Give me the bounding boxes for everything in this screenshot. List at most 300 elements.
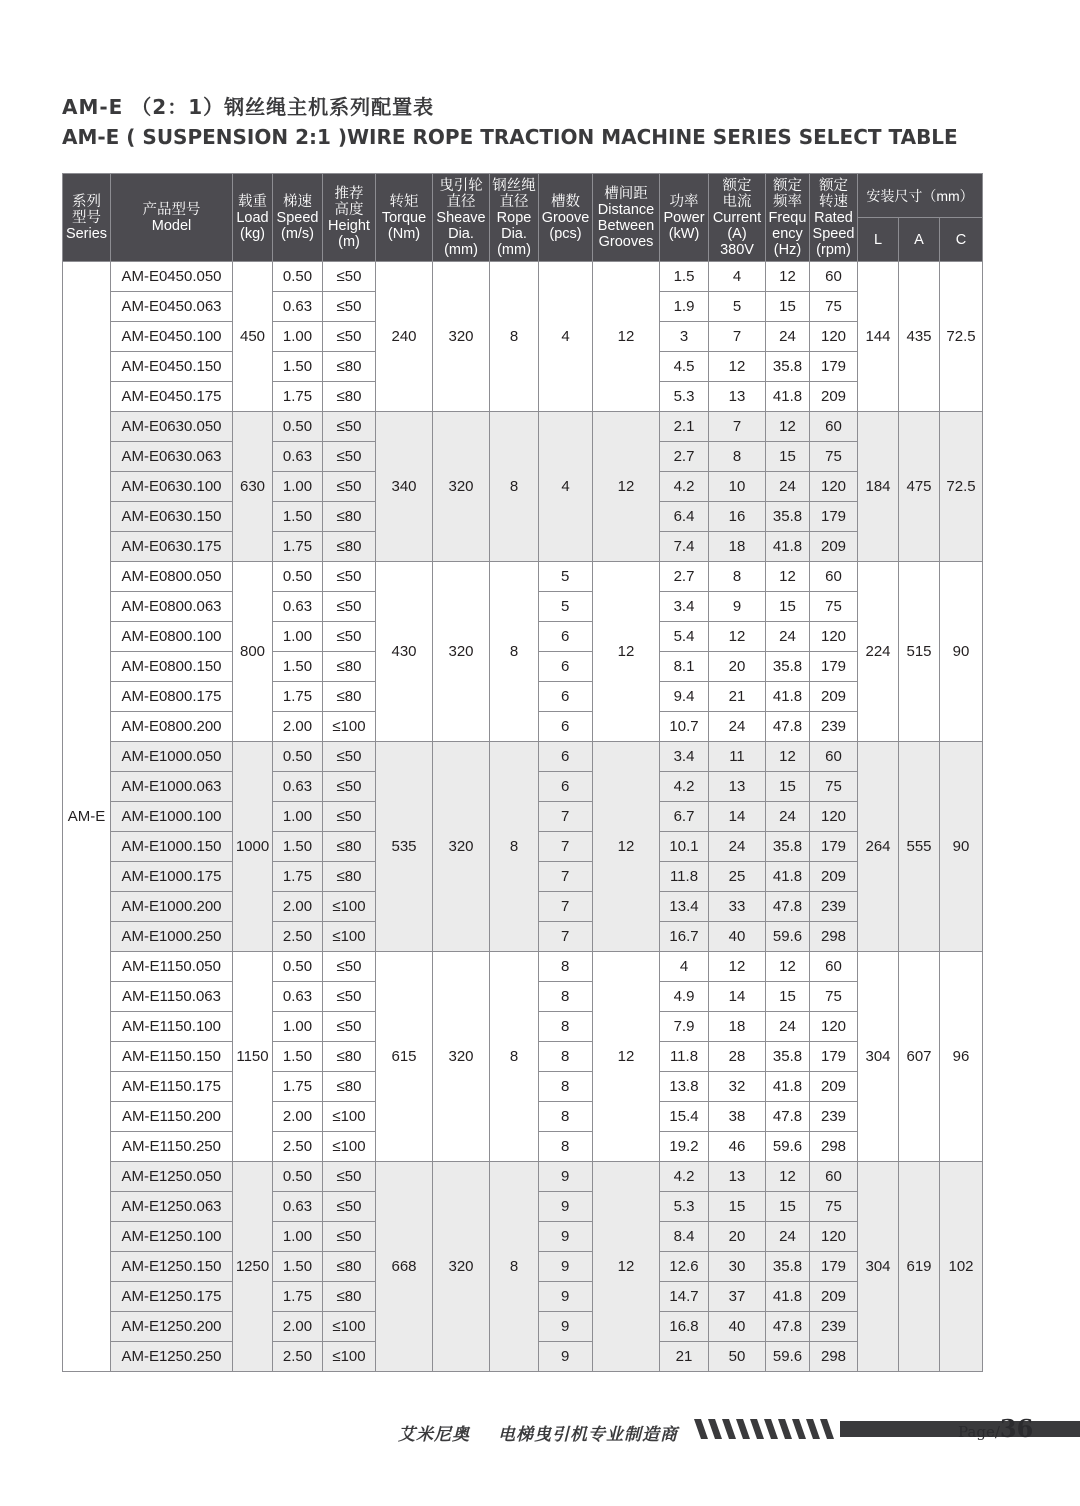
rated-speed-cell: 209 [810, 1072, 858, 1102]
model-cell: AM-E1000.100 [111, 802, 233, 832]
rated-speed-cell: 239 [810, 1312, 858, 1342]
current-cell: 14 [709, 802, 766, 832]
page-footer [0, 1412, 1080, 1448]
install-c-cell: 72.5 [940, 412, 983, 562]
model-cell: AM-E1250.175 [111, 1282, 233, 1312]
current-cell: 24 [709, 832, 766, 862]
series-cell: AM-E [63, 262, 111, 1372]
table-row [63, 952, 983, 982]
power-cell: 12.6 [660, 1252, 709, 1282]
groove-cell: 6 [539, 742, 593, 772]
table-body [63, 262, 983, 1372]
model-cell: AM-E1150.063 [111, 982, 233, 1012]
current-cell: 4 [709, 262, 766, 292]
rated-speed-cell: 298 [810, 1132, 858, 1162]
model-cell: AM-E1150.050 [111, 952, 233, 982]
rated-speed-cell: 120 [810, 1012, 858, 1042]
height-cell: ≤80 [323, 682, 376, 712]
rated-speed-cell: 179 [810, 1042, 858, 1072]
height-cell: ≤50 [323, 442, 376, 472]
frequency-cell: 59.6 [766, 1132, 810, 1162]
power-cell: 13.4 [660, 892, 709, 922]
current-cell: 40 [709, 922, 766, 952]
rated-speed-cell: 209 [810, 1282, 858, 1312]
install-c-cell: 90 [940, 562, 983, 742]
load-cell: 1250 [233, 1162, 273, 1372]
speed-cell: 1.00 [273, 622, 323, 652]
header-line: 转矩 [389, 193, 419, 210]
header-height [323, 174, 376, 262]
install-a-cell: 555 [899, 742, 940, 952]
height-cell: ≤80 [323, 1282, 376, 1312]
header-line: Sheave [436, 209, 486, 226]
current-cell: 11 [709, 742, 766, 772]
header-line: (mm) [497, 241, 531, 258]
groove-cell: 8 [539, 1132, 593, 1162]
current-cell: 7 [709, 412, 766, 442]
header-line: Load [236, 209, 269, 226]
current-cell: 38 [709, 1102, 766, 1132]
frequency-cell: 15 [766, 292, 810, 322]
header-line: 额定 [773, 177, 802, 194]
current-cell: 25 [709, 862, 766, 892]
rated-speed-cell: 120 [810, 802, 858, 832]
header-line: (kW) [668, 225, 700, 242]
frequency-cell: 35.8 [766, 652, 810, 682]
frequency-cell: 35.8 [766, 1252, 810, 1282]
current-cell: 32 [709, 1072, 766, 1102]
frequency-cell: 35.8 [766, 502, 810, 532]
stripe [736, 1419, 750, 1439]
rated-speed-cell: 209 [810, 862, 858, 892]
frequency-cell: 15 [766, 772, 810, 802]
speed-cell: 2.50 [273, 922, 323, 952]
header-line: Current [712, 209, 762, 226]
speed-cell: 0.63 [273, 1192, 323, 1222]
speed-cell: 0.63 [273, 442, 323, 472]
speed-cell: 0.63 [273, 772, 323, 802]
header-line: 380V [720, 241, 754, 258]
model-cell: AM-E0800.175 [111, 682, 233, 712]
power-cell: 1.9 [660, 292, 709, 322]
model-cell: AM-E0630.100 [111, 472, 233, 502]
groove-cell: 8 [539, 1102, 593, 1132]
page-title-cn: AM-E （2：1）钢丝绳主机系列配置表 [62, 95, 435, 119]
rated-speed-cell: 120 [810, 1222, 858, 1252]
header-line: 额定 [819, 177, 848, 194]
frequency-cell: 12 [766, 562, 810, 592]
speed-cell: 0.50 [273, 742, 323, 772]
header-groove [539, 174, 593, 262]
power-cell: 2.7 [660, 442, 709, 472]
header-line: Model [151, 217, 192, 234]
header-torque [376, 174, 433, 262]
speed-cell: 1.75 [273, 382, 323, 412]
power-cell: 13.8 [660, 1072, 709, 1102]
groove-cell: 6 [539, 652, 593, 682]
header-line: 推荐 [334, 185, 364, 202]
rated-speed-cell: 179 [810, 652, 858, 682]
model-cell: AM-E1150.200 [111, 1102, 233, 1132]
current-cell: 46 [709, 1132, 766, 1162]
frequency-cell: 24 [766, 472, 810, 502]
power-cell: 14.7 [660, 1282, 709, 1312]
header-line: 载重 [238, 193, 267, 210]
rope-cell: 8 [490, 1162, 539, 1372]
distance-cell: 12 [593, 562, 660, 742]
power-cell: 16.8 [660, 1312, 709, 1342]
model-cell: AM-E0450.063 [111, 292, 233, 322]
speed-cell: 1.50 [273, 352, 323, 382]
groove-cell: 7 [539, 802, 593, 832]
speed-cell: 0.63 [273, 982, 323, 1012]
power-cell: 4 [660, 952, 709, 982]
header-speed [273, 174, 323, 262]
header-install: 安装尺寸（mm） [858, 174, 983, 218]
header-line: Rated [814, 209, 853, 226]
current-cell: 24 [709, 712, 766, 742]
groove-cell: 6 [539, 622, 593, 652]
stripe [694, 1419, 708, 1439]
speed-cell: 2.50 [273, 1132, 323, 1162]
rope-cell: 8 [490, 742, 539, 952]
model-cell: AM-E0800.150 [111, 652, 233, 682]
distance-cell: 12 [593, 952, 660, 1162]
rated-speed-cell: 209 [810, 682, 858, 712]
header-install-c: C [940, 218, 983, 262]
current-cell: 7 [709, 322, 766, 352]
height-cell: ≤80 [323, 502, 376, 532]
speed-cell: 1.75 [273, 1282, 323, 1312]
model-cell: AM-E1250.150 [111, 1252, 233, 1282]
current-cell: 15 [709, 1192, 766, 1222]
header-line: 钢丝绳 [492, 177, 536, 194]
header-line: (m) [338, 233, 360, 250]
header-rated-speed [810, 174, 858, 262]
current-cell: 10 [709, 472, 766, 502]
power-cell: 6.4 [660, 502, 709, 532]
rated-speed-cell: 120 [810, 622, 858, 652]
groove-cell: 9 [539, 1252, 593, 1282]
load-cell: 630 [233, 412, 273, 562]
page-number [958, 1414, 1033, 1443]
groove-cell: 8 [539, 952, 593, 982]
page-prefix: Page/ [958, 1423, 1000, 1441]
speed-cell: 1.50 [273, 1042, 323, 1072]
frequency-cell: 12 [766, 742, 810, 772]
rated-speed-cell: 179 [810, 1252, 858, 1282]
speed-cell: 2.00 [273, 1312, 323, 1342]
header-line: 额定 [722, 177, 752, 194]
groove-cell: 9 [539, 1222, 593, 1252]
speed-cell: 1.75 [273, 532, 323, 562]
speed-cell: 2.00 [273, 712, 323, 742]
rated-speed-cell: 75 [810, 592, 858, 622]
frequency-cell: 47.8 [766, 1102, 810, 1132]
power-cell: 2.7 [660, 562, 709, 592]
height-cell: ≤80 [323, 1042, 376, 1072]
height-cell: ≤50 [323, 1012, 376, 1042]
table-row [63, 562, 983, 592]
groove-cell: 6 [539, 772, 593, 802]
height-cell: ≤80 [323, 652, 376, 682]
groove-cell: 6 [539, 712, 593, 742]
frequency-cell: 12 [766, 1162, 810, 1192]
groove-cell: 9 [539, 1312, 593, 1342]
install-a-cell: 607 [899, 952, 940, 1162]
current-cell: 40 [709, 1312, 766, 1342]
height-cell: ≤80 [323, 382, 376, 412]
rated-speed-cell: 239 [810, 892, 858, 922]
groove-cell: 4 [539, 412, 593, 562]
rated-speed-cell: 179 [810, 352, 858, 382]
current-cell: 18 [709, 532, 766, 562]
power-cell: 6.7 [660, 802, 709, 832]
install-a-cell: 435 [899, 262, 940, 412]
height-cell: ≤100 [323, 892, 376, 922]
groove-cell: 9 [539, 1192, 593, 1222]
header-line: (mm) [444, 241, 478, 258]
rated-speed-cell: 179 [810, 832, 858, 862]
frequency-cell: 35.8 [766, 832, 810, 862]
header-line: 梯速 [283, 193, 312, 210]
header-line: 转速 [819, 193, 848, 210]
header-series [63, 174, 111, 262]
power-cell: 8.4 [660, 1222, 709, 1252]
power-cell: 10.1 [660, 832, 709, 862]
height-cell: ≤80 [323, 352, 376, 382]
model-cell: AM-E0450.150 [111, 352, 233, 382]
height-cell: ≤50 [323, 802, 376, 832]
header-line: (kg) [240, 225, 265, 242]
frequency-cell: 12 [766, 952, 810, 982]
header-line: Height [328, 217, 370, 234]
torque-cell: 615 [376, 952, 433, 1162]
header-rope [490, 174, 539, 262]
speed-cell: 2.50 [273, 1342, 323, 1372]
distance-cell: 12 [593, 262, 660, 412]
speed-cell: 1.75 [273, 682, 323, 712]
model-cell: AM-E1150.150 [111, 1042, 233, 1072]
header-line: 高度 [334, 201, 364, 218]
stripe [722, 1419, 736, 1439]
rated-speed-cell: 60 [810, 562, 858, 592]
header-line: (m/s) [280, 225, 314, 242]
frequency-cell: 59.6 [766, 1342, 810, 1372]
header-sheave [433, 174, 490, 262]
header-line: (pcs) [549, 225, 582, 242]
model-cell: AM-E1250.250 [111, 1342, 233, 1372]
frequency-cell: 41.8 [766, 382, 810, 412]
page-title-en: AM-E ( SUSPENSION 2:1 )WIRE ROPE TRACTION MACHINE SERIES SELECT TABLE [62, 125, 958, 149]
height-cell: ≤50 [323, 742, 376, 772]
speed-cell: 1.00 [273, 802, 323, 832]
current-cell: 13 [709, 772, 766, 802]
footer-brand: 艾米尼奥 [398, 1425, 470, 1445]
groove-cell: 4 [539, 262, 593, 412]
height-cell: ≤80 [323, 1072, 376, 1102]
header-line: Distance [597, 201, 655, 218]
groove-cell: 8 [539, 1012, 593, 1042]
model-cell: AM-E1000.250 [111, 922, 233, 952]
speed-cell: 1.50 [273, 652, 323, 682]
stripe [820, 1419, 834, 1439]
power-cell: 8.1 [660, 652, 709, 682]
speed-cell: 1.00 [273, 1012, 323, 1042]
header-frequency [766, 174, 810, 262]
header-load [233, 174, 273, 262]
torque-cell: 340 [376, 412, 433, 562]
frequency-cell: 15 [766, 1192, 810, 1222]
table-row [63, 412, 983, 442]
title-block [62, 92, 958, 152]
rated-speed-cell: 239 [810, 712, 858, 742]
model-cell: AM-E0450.050 [111, 262, 233, 292]
height-cell: ≤50 [323, 412, 376, 442]
speed-cell: 0.50 [273, 412, 323, 442]
current-cell: 21 [709, 682, 766, 712]
height-cell: ≤100 [323, 1102, 376, 1132]
table-row [63, 1162, 983, 1192]
frequency-cell: 47.8 [766, 712, 810, 742]
header-line: 槽间距 [604, 185, 648, 202]
height-cell: ≤100 [323, 1342, 376, 1372]
power-cell: 3.4 [660, 742, 709, 772]
torque-cell: 430 [376, 562, 433, 742]
power-cell: 15.4 [660, 1102, 709, 1132]
groove-cell: 7 [539, 832, 593, 862]
groove-cell: 9 [539, 1162, 593, 1192]
current-cell: 8 [709, 442, 766, 472]
power-cell: 4.2 [660, 1162, 709, 1192]
height-cell: ≤50 [323, 982, 376, 1012]
height-cell: ≤50 [323, 1192, 376, 1222]
distance-cell: 12 [593, 412, 660, 562]
frequency-cell: 15 [766, 592, 810, 622]
frequency-cell: 12 [766, 412, 810, 442]
height-cell: ≤50 [323, 322, 376, 352]
sheave-cell: 320 [433, 1162, 490, 1372]
current-cell: 28 [709, 1042, 766, 1072]
header-distance [593, 174, 660, 262]
rated-speed-cell: 75 [810, 772, 858, 802]
frequency-cell: 24 [766, 1222, 810, 1252]
header-line: Frequ [768, 209, 807, 226]
sheave-cell: 320 [433, 262, 490, 412]
header-line: 产品型号 [142, 201, 201, 218]
install-a-cell: 515 [899, 562, 940, 742]
current-cell: 12 [709, 352, 766, 382]
height-cell: ≤50 [323, 262, 376, 292]
current-cell: 50 [709, 1342, 766, 1372]
load-cell: 1000 [233, 742, 273, 952]
header-line: Series [65, 225, 108, 242]
model-cell: AM-E0630.050 [111, 412, 233, 442]
header-line: 槽数 [551, 193, 580, 210]
model-cell: AM-E1000.200 [111, 892, 233, 922]
groove-cell: 7 [539, 922, 593, 952]
model-cell: AM-E1150.100 [111, 1012, 233, 1042]
rated-speed-cell: 209 [810, 382, 858, 412]
groove-cell: 5 [539, 592, 593, 622]
speed-cell: 1.00 [273, 322, 323, 352]
frequency-cell: 15 [766, 442, 810, 472]
table-header [63, 174, 983, 262]
speed-cell: 1.00 [273, 1222, 323, 1252]
model-cell: AM-E1250.063 [111, 1192, 233, 1222]
stripe [750, 1419, 764, 1439]
current-cell: 13 [709, 382, 766, 412]
rated-speed-cell: 60 [810, 1162, 858, 1192]
current-cell: 8 [709, 562, 766, 592]
model-cell: AM-E0800.050 [111, 562, 233, 592]
model-cell: AM-E1150.250 [111, 1132, 233, 1162]
frequency-cell: 35.8 [766, 1042, 810, 1072]
header-line: (Hz) [773, 241, 802, 258]
power-cell: 16.7 [660, 922, 709, 952]
speed-cell: 1.50 [273, 1252, 323, 1282]
rated-speed-cell: 298 [810, 922, 858, 952]
stripe-pattern [694, 1419, 834, 1439]
groove-cell: 7 [539, 892, 593, 922]
power-cell: 1.5 [660, 262, 709, 292]
rated-speed-cell: 120 [810, 322, 858, 352]
height-cell: ≤50 [323, 772, 376, 802]
current-cell: 13 [709, 1162, 766, 1192]
model-cell: AM-E1250.200 [111, 1312, 233, 1342]
rated-speed-cell: 75 [810, 982, 858, 1012]
speed-cell: 0.63 [273, 592, 323, 622]
header-line: (rpm) [816, 241, 851, 258]
rated-speed-cell: 120 [810, 472, 858, 502]
model-cell: AM-E1000.063 [111, 772, 233, 802]
frequency-cell: 24 [766, 1012, 810, 1042]
install-c-cell: 72.5 [940, 262, 983, 412]
header-line: 直径 [499, 193, 529, 210]
model-cell: AM-E1250.050 [111, 1162, 233, 1192]
model-cell: AM-E0800.100 [111, 622, 233, 652]
table-row [63, 262, 983, 292]
header-line: Dia. [501, 225, 527, 242]
header-line: 系列 [72, 193, 101, 210]
install-a-cell: 475 [899, 412, 940, 562]
header-line: (A) [727, 225, 747, 242]
power-cell: 3 [660, 322, 709, 352]
install-l-cell: 304 [858, 1162, 899, 1372]
frequency-cell: 24 [766, 622, 810, 652]
current-cell: 18 [709, 1012, 766, 1042]
speed-cell: 0.50 [273, 562, 323, 592]
groove-cell: 5 [539, 562, 593, 592]
header-line: Between [597, 217, 655, 234]
load-cell: 800 [233, 562, 273, 742]
speed-cell: 0.50 [273, 952, 323, 982]
groove-cell: 9 [539, 1342, 593, 1372]
header-line: (Nm) [387, 225, 421, 242]
rope-cell: 8 [490, 412, 539, 562]
height-cell: ≤100 [323, 1312, 376, 1342]
power-cell: 4.2 [660, 772, 709, 802]
rope-cell: 8 [490, 262, 539, 412]
sheave-cell: 320 [433, 952, 490, 1162]
stripe [708, 1419, 722, 1439]
power-cell: 10.7 [660, 712, 709, 742]
header-line: 直径 [446, 193, 476, 210]
height-cell: ≤80 [323, 1252, 376, 1282]
header-line: Rope [496, 209, 532, 226]
frequency-cell: 41.8 [766, 532, 810, 562]
current-cell: 37 [709, 1282, 766, 1312]
